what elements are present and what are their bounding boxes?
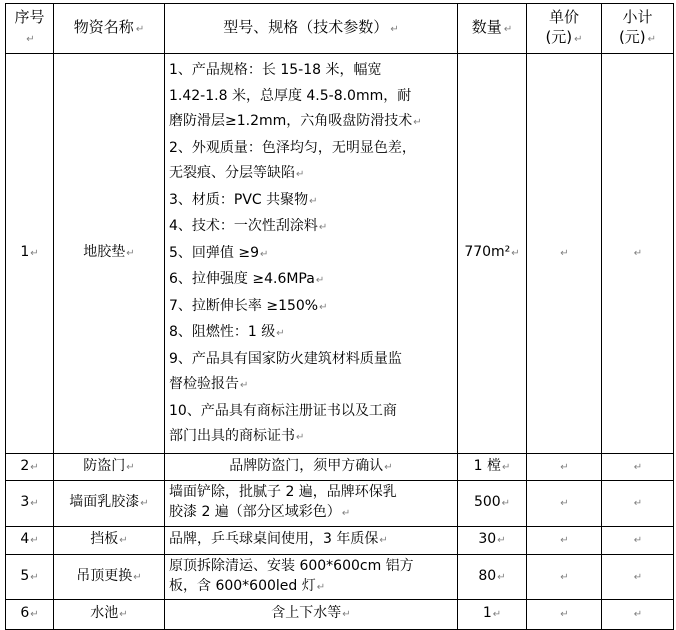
spec-line: 6、拉伸强度 ≥4.6MPa↵	[169, 271, 325, 287]
row-name: 吊顶更换↵	[54, 554, 165, 599]
row-subtotal: ↵	[602, 554, 674, 599]
spec-line: 无裂痕、分层等缺陷↵	[169, 165, 305, 181]
spec-line: 5、回弹值 ≥9↵	[169, 244, 269, 261]
row-name: 地胶垫↵	[54, 54, 165, 454]
spec-line: 9、产品具有国家防火建筑材料质量监	[169, 350, 402, 367]
row-name: 挡板↵	[54, 526, 165, 554]
row-subtotal: ↵	[602, 526, 674, 554]
spec-line: 1.42-1.8 米，总厚度 4.5-8.0mm，耐	[169, 87, 412, 104]
row-seq: 2↵	[6, 453, 54, 480]
header-subtotal: 小计 (元) ↵	[602, 4, 674, 54]
table-row	[6, 526, 674, 554]
spec-line: 7、拉断伸长率 ≥150%↵	[169, 297, 328, 314]
row-price: ↵	[527, 554, 602, 599]
spec-line: 胶漆 2 遍（部分区域彩色）↵	[169, 504, 351, 520]
row-subtotal: ↵	[602, 453, 674, 480]
row-qty: 1 樘↵	[458, 453, 527, 480]
spec-line: 墙面铲除，批腻子 2 遍，品牌环保乳	[169, 484, 397, 500]
spec-line: 磨防滑层≥1.2mm，六角吸盘防滑技术↵	[169, 113, 422, 129]
row-spec	[165, 480, 458, 526]
spec-line: 板，含 600*600led 灯↵	[169, 577, 326, 594]
spec-line: 2、外观质量：色泽均匀，无明显色差，	[169, 139, 416, 156]
row-spec	[165, 554, 458, 599]
row-seq: 3↵	[6, 480, 54, 526]
procurement-spec-table	[5, 3, 674, 630]
row-spec: 品牌，乒乓球桌间使用，3 年质保↵	[165, 526, 458, 554]
row-price: ↵	[527, 599, 602, 629]
table-row	[6, 599, 674, 629]
spec-line: 4、技术：一次性刮涂料↵	[169, 218, 328, 234]
row-seq: 5↵	[6, 554, 54, 599]
row-subtotal: ↵	[602, 54, 674, 454]
row-spec: 含上下水等↵	[165, 599, 458, 629]
row-subtotal: ↵	[602, 599, 674, 629]
row-name: 水池↵	[54, 599, 165, 629]
row-qty: 770m²↵	[458, 54, 527, 454]
spec-line: 原顶拆除清运、安装 600*600cm 铝方	[169, 557, 414, 574]
row-spec	[165, 54, 458, 454]
row-price: ↵	[527, 526, 602, 554]
header-name: 物资名称 ↵	[54, 4, 165, 54]
row-price: ↵	[527, 480, 602, 526]
row-price: ↵	[527, 453, 602, 480]
row-name: 防盗门↵	[54, 453, 165, 480]
row-price: ↵	[527, 54, 602, 454]
row-qty: 30↵	[458, 526, 527, 554]
row-spec: 品牌防盗门，须甲方确认↵	[165, 453, 458, 480]
header-price: 单价 (元) ↵	[527, 4, 602, 54]
table-row	[6, 453, 674, 480]
row-seq: 6↵	[6, 599, 54, 629]
spec-line: 部门出具的商标证书↵	[169, 428, 305, 444]
spec-line: 3、材质：PVC 共聚物↵	[169, 191, 318, 208]
spec-line: 督检验报告↵	[169, 376, 249, 392]
header-spec: 型号、规格（技术参数） ↵	[165, 4, 458, 54]
row-subtotal: ↵	[602, 480, 674, 526]
spec-line: 10、产品具有商标注册证书以及工商	[169, 402, 397, 419]
table-row	[6, 480, 674, 526]
header-row	[6, 4, 674, 54]
header-seq: 序号↵	[6, 4, 54, 54]
row-qty: 1↵	[458, 599, 527, 629]
row-seq: 1↵	[6, 54, 54, 454]
spec-line: 1、产品规格：长 15-18 米，幅宽	[169, 62, 382, 78]
row-name: 墙面乳胶漆↵	[54, 480, 165, 526]
table-row	[6, 554, 674, 599]
row-seq: 4↵	[6, 526, 54, 554]
row-qty: 500↵	[458, 480, 527, 526]
spec-line: 8、阻燃性：1 级↵	[169, 324, 285, 340]
table-row	[6, 54, 674, 454]
header-qty: 数量 ↵	[458, 4, 527, 54]
row-qty: 80↵	[458, 554, 527, 599]
